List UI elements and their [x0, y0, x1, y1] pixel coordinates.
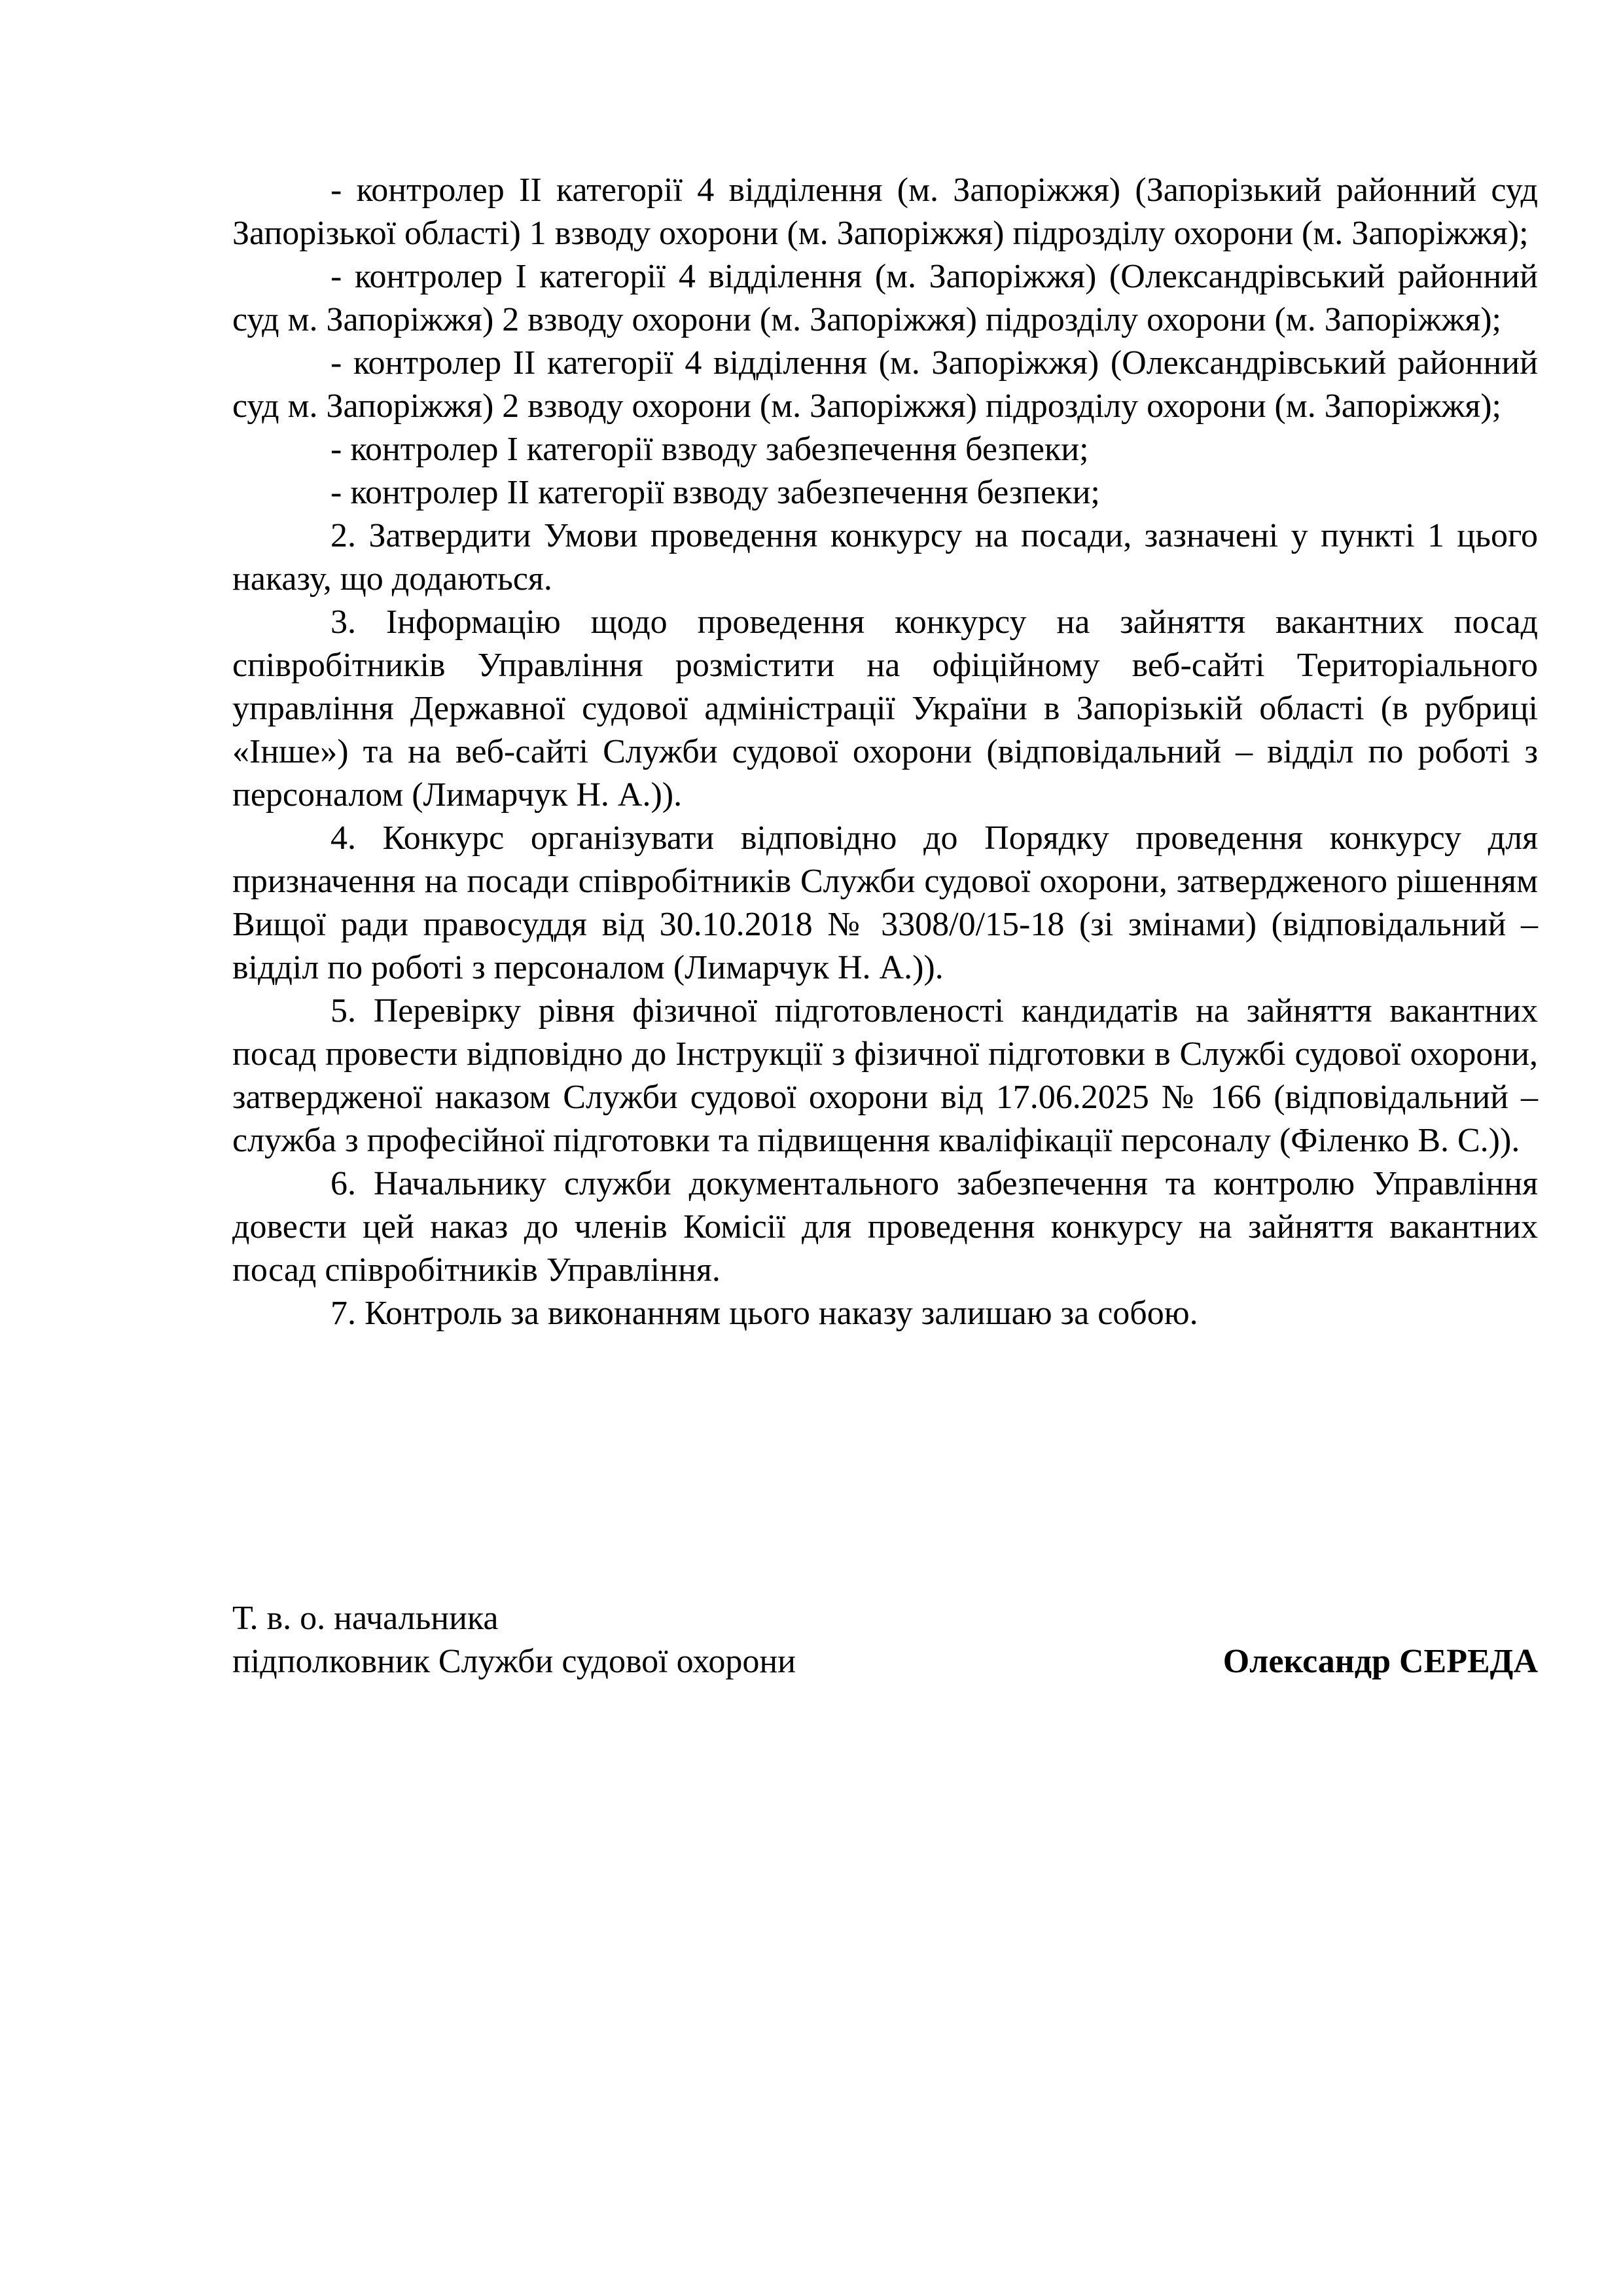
paragraph-item-4: 4. Конкурс організувати відповідно до Порядку проведення конкурсу для призначення на посади співробітників Служби судової охорони, затвердженого рішенням Вищої ради правосуддя від 30.10.2018 № 3308/0/15-18 (зі змінами) (відповідальний – відділ по роботі з персоналом (Лимарчук Н. А.)). — [232, 819, 1538, 986]
paragraph-item-5: 5. Перевірку рівня фізичної підготовленості кандидатів на зайняття вакантних посад провести відповідно до Інструкції з фізичної підготовки в Службі судової охорони, затвердженої наказом Служби судової охорони від 17.06.2025 № 166 (відповідальний – служба з професійної підготовки та підвищення кваліфікації персоналу (Філенко В. С.)). — [232, 992, 1538, 1159]
paragraph-controller-1-security-platoon: - контролер І категорії взводу забезпечення безпеки; — [330, 431, 1089, 468]
signature-row — [232, 1640, 1538, 1683]
paragraph-controller-2-oleksandrivskyi: - контролер ІІ категорії 4 відділення (м. Запоріжжя) (Олександрівський районний суд м. Запоріжжя) 2 взводу охорони (м. Запоріжжя) підрозділу охорони (м. Запоріжжя); — [232, 344, 1538, 425]
paragraph-item-2: 2. Затвердити Умови проведення конкурсу на посади, зазначені у пункті 1 цього наказу, що додаються. — [232, 517, 1538, 598]
paragraph-item-3: 3. Інформацію щодо проведення конкурсу на зайняття вакантних посад співробітників Управління розмістити на офіційному веб-сайті Територіального управління Державної судової адміністрації України в Запорізькій області (в рубриці «Інше») та на веб-сайті Служби судової охорони (відповідальний – відділ по роботі з персоналом (Лимарчук Н. А.)). — [232, 603, 1538, 814]
signature-block — [232, 1597, 1538, 1683]
signatory-rank: підполковник Служби судової охорони — [232, 1643, 796, 1680]
paragraph-controller-2-security-platoon: - контролер ІІ категорії взводу забезпечення безпеки; — [330, 474, 1100, 511]
paragraph-controller-1-oleksandrivskyi: - контролер І категорії 4 відділення (м. Запоріжжя) (Олександрівський районний суд м. Запоріжжя) 2 взводу охорони (м. Запоріжжя) підрозділу охорони (м. Запоріжжя); — [232, 258, 1538, 338]
paragraph-item-7: 7. Контроль за виконанням цього наказу залишаю за собою. — [330, 1295, 1198, 1332]
paragraph-controller-2-zaporizhzhia-district: - контролер ІІ категорії 4 відділення (м. Запоріжжя) (Запорізький районний суд Запорізької області) 1 взводу охорони (м. Запоріжжя) підрозділу охорони (м. Запоріжжя); — [232, 171, 1538, 252]
signatory-name: Олександр СЕРЕДА — [1222, 1643, 1538, 1680]
signatory-title: Т. в. о. начальника — [232, 1600, 499, 1637]
order-body — [232, 169, 1538, 1335]
paragraph-item-6: 6. Начальнику служби документального забезпечення та контролю Управління довести цей наказ до членів Комісії для проведення конкурсу на зайняття вакантних посад співробітників Управління. — [232, 1165, 1538, 1289]
